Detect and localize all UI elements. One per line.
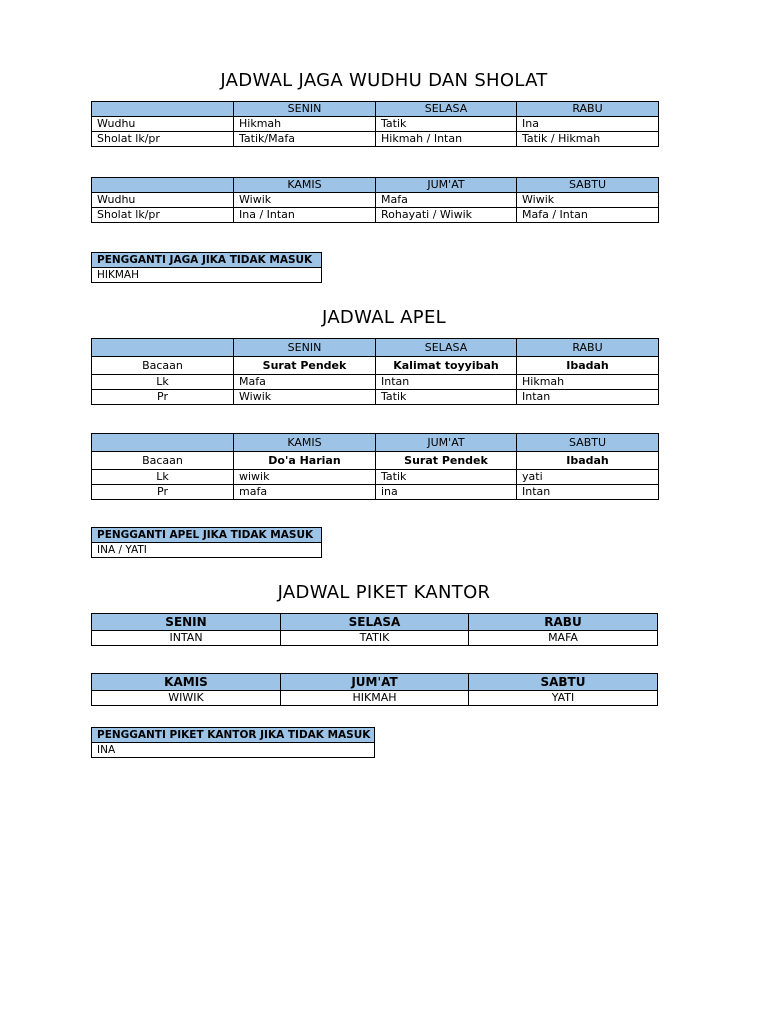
table-row bbox=[92, 691, 658, 706]
table-row bbox=[92, 390, 659, 405]
header-cell: SENIN bbox=[234, 339, 376, 357]
table-cell: Rohayati / Wiwik bbox=[376, 208, 517, 223]
substitute-value: INA bbox=[92, 743, 375, 758]
header-cell: SELASA bbox=[376, 102, 517, 117]
table-header-row bbox=[92, 674, 658, 691]
header-cell bbox=[92, 102, 234, 117]
header-cell: JUM'AT bbox=[281, 674, 469, 691]
table-row bbox=[92, 117, 659, 132]
row-label: Bacaan bbox=[92, 357, 234, 375]
piket-table-1 bbox=[91, 613, 658, 646]
table-cell: Hikmah / Intan bbox=[376, 132, 517, 147]
header-cell: SABTU bbox=[469, 674, 658, 691]
header-cell bbox=[92, 339, 234, 357]
piket-substitute-box bbox=[91, 727, 375, 758]
table-cell: Intan bbox=[517, 485, 659, 500]
table-cell: Tatik/Mafa bbox=[234, 132, 376, 147]
table-cell: INTAN bbox=[92, 631, 281, 646]
table-header-row bbox=[92, 102, 659, 117]
header-cell: RABU bbox=[517, 102, 659, 117]
row-label: Sholat lk/pr bbox=[92, 208, 234, 223]
table-row bbox=[92, 208, 659, 223]
table-cell: Ina bbox=[517, 117, 659, 132]
substitute-label: PENGGANTI PIKET KANTOR JIKA TIDAK MASUK bbox=[92, 728, 375, 743]
table-row bbox=[92, 375, 659, 390]
table-cell: Hikmah bbox=[234, 117, 376, 132]
substitute-value: HIKMAH bbox=[92, 268, 322, 283]
table-cell: Mafa bbox=[234, 375, 376, 390]
header-cell: JUM'AT bbox=[376, 178, 517, 193]
row-label: Sholat lk/pr bbox=[92, 132, 234, 147]
table-row bbox=[92, 470, 659, 485]
header-cell bbox=[92, 434, 234, 452]
table-cell: Kalimat toyyibah bbox=[376, 357, 517, 375]
table-header-row bbox=[92, 614, 658, 631]
section-title-wudhu: JADWAL JAGA WUDHU DAN SHOLAT bbox=[220, 70, 548, 91]
table-cell: Do'a Harian bbox=[234, 452, 376, 470]
table-row bbox=[92, 485, 659, 500]
row-label: Pr bbox=[92, 485, 234, 500]
table-header-row bbox=[92, 339, 659, 357]
table-cell: Tatik bbox=[376, 117, 517, 132]
header-cell bbox=[92, 178, 234, 193]
table-cell: mafa bbox=[234, 485, 376, 500]
table-cell: Tatik / Hikmah bbox=[517, 132, 659, 147]
apel-table-2 bbox=[91, 433, 659, 500]
table-cell: Intan bbox=[376, 375, 517, 390]
apel-substitute-box bbox=[91, 527, 322, 558]
apel-table-1 bbox=[91, 338, 659, 405]
table-cell: Ibadah bbox=[517, 452, 659, 470]
header-cell: KAMIS bbox=[92, 674, 281, 691]
table-cell: Tatik bbox=[376, 470, 517, 485]
table-cell: Surat Pendek bbox=[376, 452, 517, 470]
header-cell: SENIN bbox=[92, 614, 281, 631]
header-cell: KAMIS bbox=[234, 178, 376, 193]
substitute-value: INA / YATI bbox=[92, 543, 322, 558]
piket-table-2 bbox=[91, 673, 658, 706]
table-row bbox=[92, 193, 659, 208]
table-header-row bbox=[92, 434, 659, 452]
wudhu-table-2 bbox=[91, 177, 659, 223]
header-cell: SELASA bbox=[376, 339, 517, 357]
table-cell: Mafa / Intan bbox=[517, 208, 659, 223]
table-cell: Wiwik bbox=[517, 193, 659, 208]
table-header-row bbox=[92, 178, 659, 193]
row-label: Lk bbox=[92, 470, 234, 485]
header-cell: SABTU bbox=[517, 178, 659, 193]
section-title-apel: JADWAL APEL bbox=[322, 307, 446, 328]
wudhu-table-1 bbox=[91, 101, 659, 147]
table-cell: wiwik bbox=[234, 470, 376, 485]
table-cell: MAFA bbox=[469, 631, 658, 646]
header-cell: SENIN bbox=[234, 102, 376, 117]
header-cell: KAMIS bbox=[234, 434, 376, 452]
row-label: Wudhu bbox=[92, 117, 234, 132]
table-cell: TATIK bbox=[281, 631, 469, 646]
header-cell: SELASA bbox=[281, 614, 469, 631]
substitute-label: PENGGANTI APEL JIKA TIDAK MASUK bbox=[92, 528, 322, 543]
table-cell: yati bbox=[517, 470, 659, 485]
table-cell: Ina / Intan bbox=[234, 208, 376, 223]
row-label: Lk bbox=[92, 375, 234, 390]
substitute-label: PENGGANTI JAGA JIKA TIDAK MASUK bbox=[92, 253, 322, 268]
header-cell: RABU bbox=[517, 339, 659, 357]
row-label: Bacaan bbox=[92, 452, 234, 470]
table-row bbox=[92, 452, 659, 470]
table-row bbox=[92, 132, 659, 147]
row-label: Pr bbox=[92, 390, 234, 405]
table-row bbox=[92, 357, 659, 375]
header-cell: RABU bbox=[469, 614, 658, 631]
table-cell: YATI bbox=[469, 691, 658, 706]
table-cell: Hikmah bbox=[517, 375, 659, 390]
table-cell: HIKMAH bbox=[281, 691, 469, 706]
table-cell: WIWIK bbox=[92, 691, 281, 706]
table-row bbox=[92, 631, 658, 646]
table-cell: Ibadah bbox=[517, 357, 659, 375]
header-cell: JUM'AT bbox=[376, 434, 517, 452]
row-label: Wudhu bbox=[92, 193, 234, 208]
header-cell: SABTU bbox=[517, 434, 659, 452]
table-cell: ina bbox=[376, 485, 517, 500]
table-cell: Surat Pendek bbox=[234, 357, 376, 375]
table-cell: Wiwik bbox=[234, 193, 376, 208]
table-cell: Mafa bbox=[376, 193, 517, 208]
table-cell: Tatik bbox=[376, 390, 517, 405]
table-cell: Wiwik bbox=[234, 390, 376, 405]
section-title-piket: JADWAL PIKET KANTOR bbox=[277, 582, 491, 603]
table-cell: Intan bbox=[517, 390, 659, 405]
wudhu-substitute-box bbox=[91, 252, 322, 283]
